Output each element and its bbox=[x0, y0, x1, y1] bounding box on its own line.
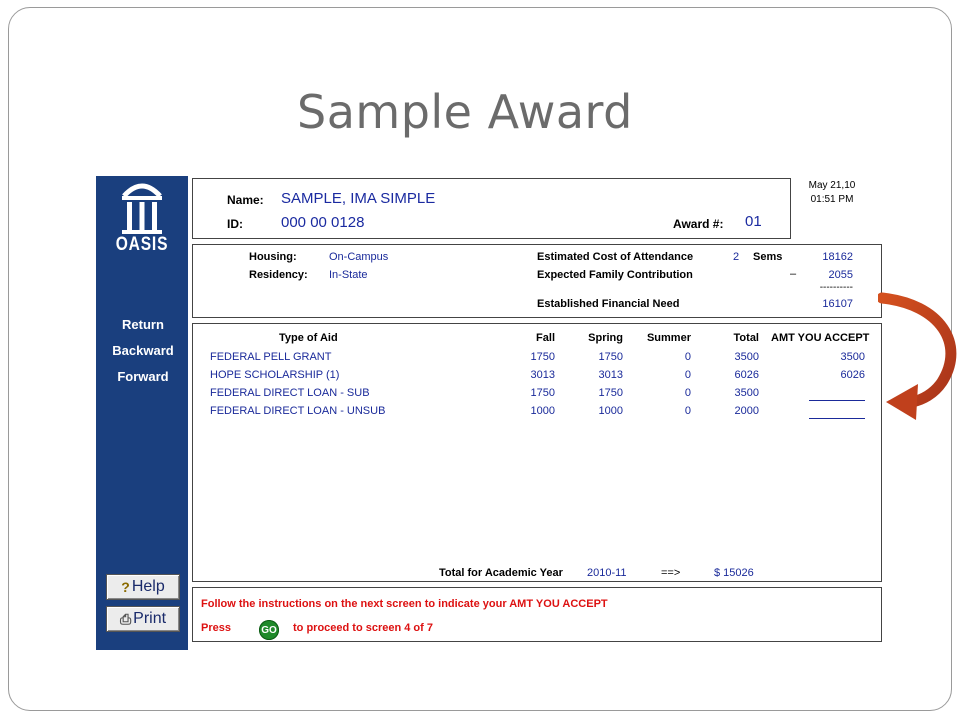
accept-input-sub-loan[interactable] bbox=[809, 400, 865, 401]
forward-link[interactable]: Forward bbox=[117, 369, 169, 384]
aid-type: FEDERAL PELL GRANT bbox=[210, 351, 332, 363]
help-button[interactable] bbox=[106, 574, 180, 600]
award-number: 01 bbox=[745, 213, 762, 230]
aid-fall: 1750 bbox=[530, 351, 555, 363]
aid-accept: 6026 bbox=[840, 369, 865, 381]
question-mark-icon: ? bbox=[121, 579, 130, 595]
aid-accept: 3500 bbox=[840, 351, 865, 363]
aid-spring: 1750 bbox=[598, 387, 623, 399]
aid-summer: 0 bbox=[684, 405, 691, 417]
go-button[interactable]: GO bbox=[259, 620, 279, 640]
housing-value: On-Campus bbox=[329, 251, 389, 263]
column-building-logo-icon bbox=[118, 178, 166, 234]
sems-count: 2 bbox=[733, 251, 740, 263]
residency-label: Residency: bbox=[249, 269, 308, 281]
cost-of-attendance-value: 18162 bbox=[822, 251, 853, 263]
aid-table-panel bbox=[192, 323, 882, 582]
aid-fall: 3013 bbox=[530, 369, 555, 381]
date-time bbox=[800, 180, 864, 205]
col-header-accept: AMT YOU ACCEPT bbox=[771, 332, 870, 344]
col-header-total: Total bbox=[733, 332, 759, 344]
col-header-fall: Fall bbox=[536, 332, 555, 344]
award-number-label: Award #: bbox=[673, 217, 724, 231]
help-label: Help bbox=[131, 578, 165, 595]
aid-type: FEDERAL DIRECT LOAN - UNSUB bbox=[210, 405, 386, 417]
student-name: SAMPLE, IMA SIMPLE bbox=[281, 190, 436, 207]
sidebar bbox=[96, 176, 188, 650]
name-label: Name: bbox=[227, 193, 264, 207]
instruction-line-1: Follow the instructions on the next screen to indicate your AMT YOU ACCEPT bbox=[201, 598, 608, 610]
housing-label: Housing: bbox=[249, 251, 297, 263]
aid-summer: 0 bbox=[684, 369, 691, 381]
id-label: ID: bbox=[227, 217, 243, 231]
aid-spring: 3013 bbox=[598, 369, 623, 381]
col-header-spring: Spring bbox=[588, 332, 623, 344]
col-header-summer: Summer bbox=[646, 332, 691, 344]
aid-fall: 1000 bbox=[530, 405, 555, 417]
family-contribution-value: 2055 bbox=[828, 269, 853, 281]
academic-year-total-value: $ 15026 bbox=[714, 567, 754, 579]
aid-total: 3500 bbox=[734, 387, 759, 399]
sems-label: Sems bbox=[753, 251, 783, 263]
separator-line: ---------- bbox=[819, 282, 853, 293]
family-contribution-label: Expected Family Contribution bbox=[537, 269, 693, 281]
cost-summary-panel bbox=[192, 244, 882, 318]
total-arrow: ==> bbox=[661, 567, 681, 579]
backward-link[interactable]: Backward bbox=[112, 343, 174, 358]
aid-total: 3500 bbox=[734, 351, 759, 363]
aid-fall: 1750 bbox=[530, 387, 555, 399]
col-header-type: Type of Aid bbox=[279, 332, 338, 344]
slide-title: Sample Award bbox=[297, 85, 633, 139]
date-text: May 21,10 bbox=[808, 180, 856, 191]
print-label: Print bbox=[133, 610, 167, 627]
financial-need-label: Established Financial Need bbox=[537, 298, 680, 310]
aid-summer: 0 bbox=[684, 387, 691, 399]
accept-input-unsub-loan[interactable] bbox=[809, 418, 865, 419]
financial-need-value: 16107 bbox=[822, 298, 853, 310]
aid-type: HOPE SCHOLARSHIP (1) bbox=[210, 369, 340, 381]
aid-total: 6026 bbox=[734, 369, 759, 381]
return-link[interactable]: Return bbox=[122, 317, 164, 332]
aid-total: 2000 bbox=[734, 405, 759, 417]
aid-summer: 0 bbox=[684, 351, 691, 363]
aid-type: FEDERAL DIRECT LOAN - SUB bbox=[210, 387, 370, 399]
academic-year-total-label: Total for Academic Year bbox=[439, 567, 563, 579]
student-id: 000 00 0128 bbox=[281, 214, 365, 231]
print-button[interactable] bbox=[106, 606, 180, 632]
time-text: 01:51 PM bbox=[810, 194, 854, 205]
press-label: Press bbox=[201, 622, 231, 634]
student-header-panel bbox=[192, 178, 791, 239]
instructions-panel bbox=[192, 587, 882, 642]
instruction-line-2: to proceed to screen 4 of 7 bbox=[293, 622, 433, 634]
minus-sign: – bbox=[790, 268, 797, 280]
residency-value: In-State bbox=[329, 269, 368, 281]
aid-spring: 1000 bbox=[598, 405, 623, 417]
academic-year: 2010-11 bbox=[587, 567, 627, 579]
logo-text: OASIS bbox=[115, 234, 169, 255]
printer-icon: ⎙ bbox=[119, 610, 132, 627]
cost-of-attendance-label: Estimated Cost of Attendance bbox=[537, 251, 694, 263]
aid-spring: 1750 bbox=[598, 351, 623, 363]
curved-arrow-icon bbox=[878, 290, 960, 430]
